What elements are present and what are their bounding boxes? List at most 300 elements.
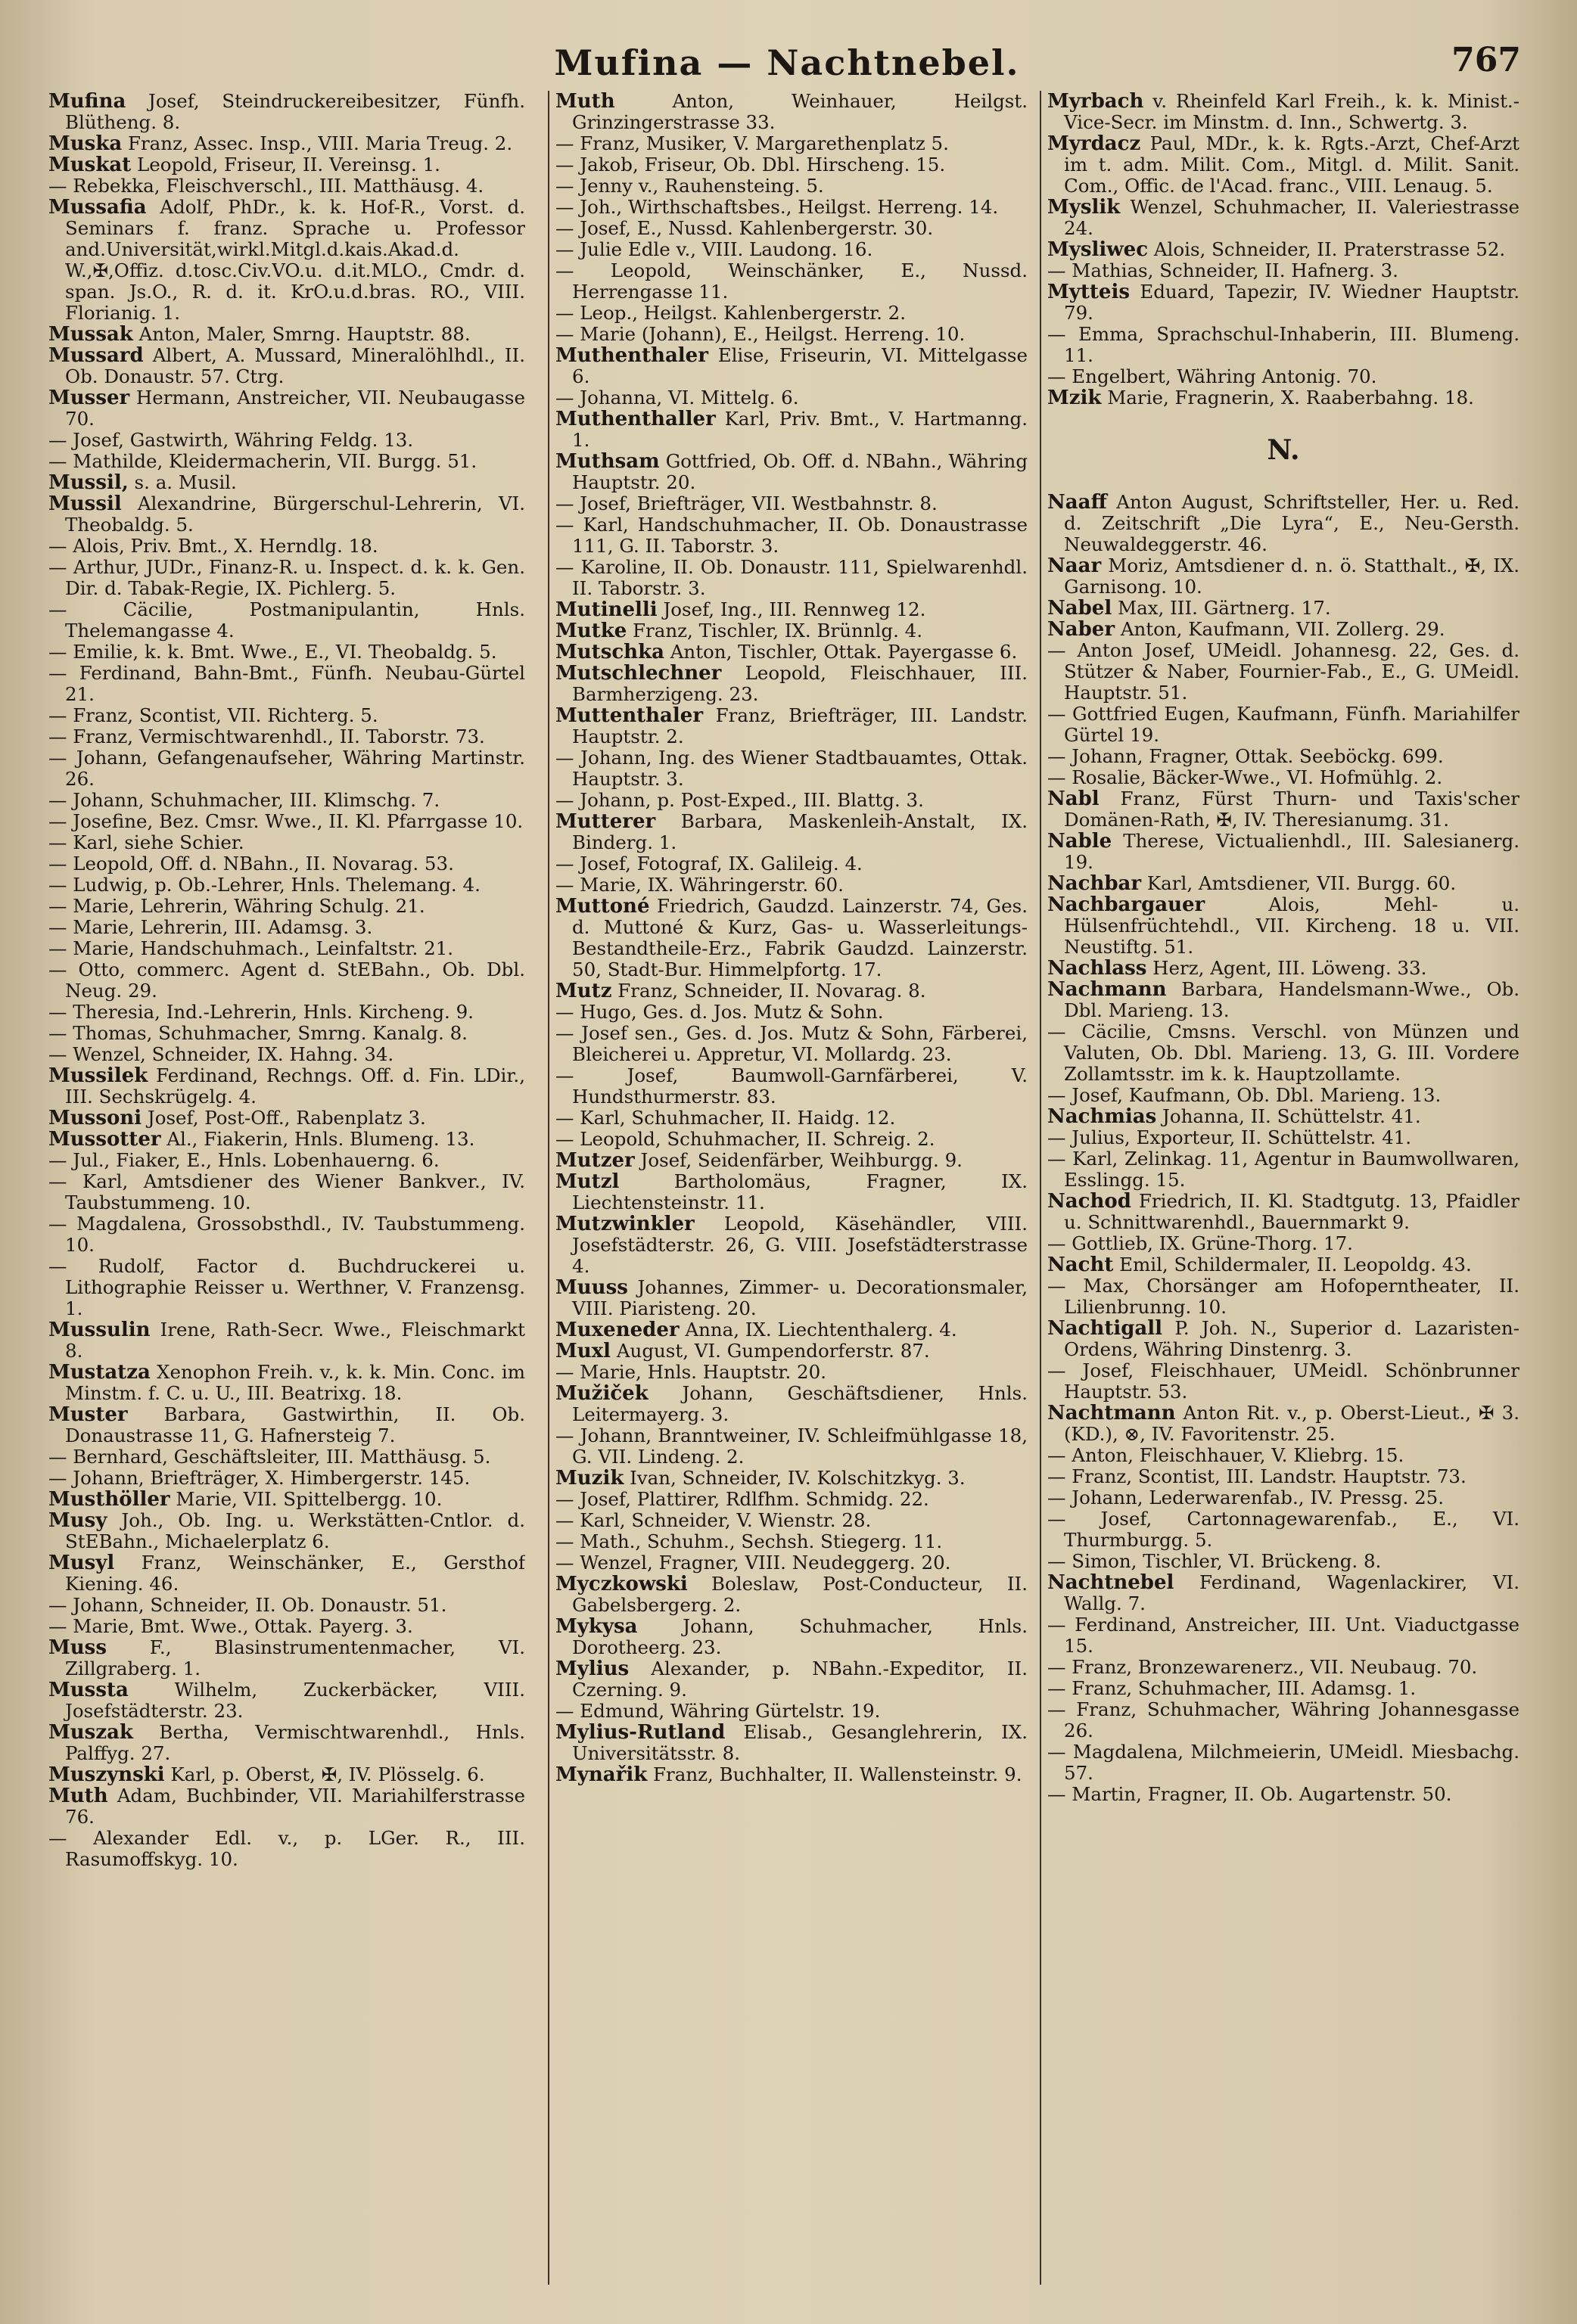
directory-entry — [555, 642, 1028, 663]
directory-entry — [555, 853, 1028, 875]
directory-entry — [48, 1616, 525, 1637]
directory-entry — [1047, 1487, 1519, 1508]
entry-details: Johann, Geschäftsdiener, Hnls. Leitermayerg. 3. — [572, 1382, 1028, 1425]
directory-entry — [1047, 788, 1519, 831]
entry-details: Bartholomäus, Fragner, IX. Liechtensteinstr. 11. — [572, 1170, 1028, 1213]
entry-details: — Josef sen., Ges. d. Jos. Mutz & Sohn, Färberei, Bleicherei u. Appretur, VI. Mollardg. 23. — [555, 1022, 1028, 1065]
entry-surname: Nacht — [1047, 1254, 1114, 1276]
entry-details: — Emma, Sprachschul-Inhaberin, III. Blumeng. 11. — [1047, 323, 1519, 366]
directory-entry — [48, 1446, 525, 1468]
entry-surname: Muth — [48, 1785, 108, 1807]
directory-entry — [555, 1552, 1028, 1574]
entry-details: Alexander, p. NBahn.-Expeditor, II. Czerning. 9. — [572, 1658, 1028, 1701]
entry-details: — Franz, Scontist, III. Landstr. Hauptstr. 73. — [1047, 1465, 1467, 1487]
entry-details: Adam, Buchbinder, VII. Mariahilferstrasse 76. — [65, 1785, 525, 1828]
directory-entry — [555, 1213, 1028, 1277]
directory-entry — [555, 1722, 1028, 1764]
entry-surname: Mussta — [48, 1679, 129, 1701]
entry-details: Emil, Schildermaler, II. Leopoldg. 43. — [1113, 1254, 1472, 1275]
directory-entry — [1047, 873, 1519, 894]
entry-surname: Muszynski — [48, 1763, 165, 1786]
directory-entry — [48, 387, 525, 430]
entry-surname: Mutke — [555, 620, 627, 642]
entry-details: Josef, Post-Off., Rabenplatz 3. — [142, 1107, 426, 1129]
entry-details: Xenophon Freih. v., k. k. Min. Conc. im Minstm. f. C. u. U., III. Beatrixg. 18. — [65, 1361, 525, 1404]
entry-details: Marie, VII. Spittelbergg. 10. — [170, 1488, 443, 1510]
directory-entry — [1047, 1403, 1519, 1445]
directory-entry — [1047, 1085, 1519, 1106]
directory-entry — [555, 557, 1028, 599]
entry-surname: Mutz — [555, 980, 612, 1002]
entry-details: Josef, Seidenfärber, Weihburgg. 9. — [634, 1149, 963, 1171]
entry-details: — Johann, Gefangenaufseher, Währing Martinstr. 26. — [48, 747, 525, 790]
entry-surname: Myczkowski — [555, 1573, 688, 1595]
entry-surname: Nachmias — [1047, 1105, 1157, 1128]
directory-entry — [48, 324, 525, 345]
entry-details: — Julius, Exporteur, II. Schüttelstr. 41. — [1047, 1126, 1412, 1148]
directory-entry — [555, 1277, 1028, 1319]
entry-details: Franz, Schneider, II. Novarag. 8. — [611, 980, 926, 1002]
page-header — [45, 38, 1529, 98]
directory-entry — [1047, 704, 1519, 746]
column-3 — [1040, 91, 1519, 2285]
entry-surname: Mutschlechner — [555, 662, 722, 685]
entry-details: Johann, Schuhmacher, Hnls. Dorotheerg. 23. — [572, 1615, 1028, 1658]
entry-details: — Julie Edle v., VIII. Laudong. 16. — [555, 238, 873, 260]
entry-surname: Nachtmann — [1047, 1402, 1176, 1425]
directory-entry — [48, 430, 525, 451]
directory-entry — [1047, 1657, 1519, 1678]
entry-details: Leopold, Käsehändler, VIII. Josefstädterstr. 26, G. VIII. Josefstädterstrasse 4. — [572, 1213, 1028, 1277]
entry-details: — Marie, Handschuhmach., Leinfaltstr. 21. — [48, 937, 454, 959]
directory-entry — [1047, 387, 1519, 409]
entry-surname: Mzik — [1047, 387, 1102, 409]
entry-surname: Mysliwec — [1047, 238, 1149, 261]
directory-entry — [48, 726, 525, 747]
entry-details: Elise, Friseurin, VI. Mittelgasse 6. — [572, 344, 1028, 387]
directory-entry — [1047, 91, 1519, 133]
entry-surname: Nachbargauer — [1047, 893, 1205, 916]
directory-entry — [555, 1171, 1028, 1213]
entry-surname: Mykysa — [555, 1615, 638, 1638]
entry-details: Anton, Weinhauer, Heilgst. Grinzingerstrasse 33. — [572, 91, 1028, 133]
entry-surname: Muxeneder — [555, 1319, 680, 1341]
directory-entry — [48, 1213, 525, 1256]
entry-details: — Josef, Baumwoll-Garnfärberei, V. Hundsthurmerstr. 83. — [555, 1064, 1028, 1108]
directory-entry — [1047, 197, 1519, 239]
entry-surname: Nable — [1047, 830, 1112, 853]
directory-entry — [48, 1002, 525, 1023]
entry-surname: Muster — [48, 1403, 128, 1426]
entry-surname: Muzik — [555, 1467, 624, 1490]
directory-entry — [1047, 1275, 1519, 1318]
entry-details: Franz, Tischler, IX. Brünnlg. 4. — [627, 620, 923, 642]
entry-details: Boleslaw, Post-Conducteur, II. Gabelsbergerg. 2. — [572, 1573, 1028, 1616]
entry-surname: Mynařik — [555, 1763, 648, 1786]
entry-details: — Arthur, JUDr., Finanz-R. u. Inspect. d. k. k. Gen. Dir. d. Tabak-Regie, IX. Pichlerg. 5. — [48, 556, 525, 599]
entry-details: Herz, Agent, III. Löweng. 33. — [1146, 957, 1427, 979]
entry-details: Wilhelm, Zuckerbäcker, VIII. Josefstädterstr. 23. — [65, 1679, 525, 1722]
entry-details: Paul, MDr., k. k. Rgts.-Arzt, Chef-Arzt im t. adm. Milit. Com., Mitgl. d. Milit. Sanit. Com., Offic. de l'Acad. franc., VIII. Lenaug. 5. — [1064, 132, 1519, 197]
directory-entry — [48, 557, 525, 599]
directory-entry — [1047, 1466, 1519, 1487]
directory-entry — [555, 133, 1028, 154]
directory-entry — [555, 1108, 1028, 1129]
entry-details: — Josefine, Bez. Cmsr. Wwe., II. Kl. Pfarrgasse 10. — [48, 810, 524, 832]
directory-entry — [48, 1319, 525, 1362]
directory-entry — [48, 1468, 525, 1489]
entry-details: — Josef, Plattirer, Rdlfhm. Schmidg. 22. — [555, 1488, 929, 1510]
entry-details: — Wenzel, Fragner, VIII. Neudeggerg. 20. — [555, 1552, 951, 1574]
directory-entry — [48, 896, 525, 917]
directory-entry — [555, 218, 1028, 239]
entry-details: P. Joh. N., Superior d. Lazaristen-Ordens, Währing Dinstenrg. 3. — [1064, 1317, 1519, 1360]
directory-entry — [1047, 979, 1519, 1021]
entry-details: Anna, IX. Liechtenthalerg. 4. — [679, 1319, 957, 1341]
directory-entry — [555, 705, 1028, 747]
entry-surname: Mutterer — [555, 810, 656, 833]
directory-entry — [48, 790, 525, 811]
entry-details: — Marie (Johann), E., Heilgst. Herreng. 10. — [555, 323, 966, 345]
entry-details: — Gottlieb, IX. Grüne-Thorg. 17. — [1047, 1232, 1353, 1254]
directory-entry — [555, 1065, 1028, 1108]
entry-details: — Magdalena, Milchmeierin, UMeidl. Miesbachg. 57. — [1047, 1741, 1519, 1784]
directory-entry — [555, 1362, 1028, 1383]
entry-surname: Mussak — [48, 323, 133, 346]
entry-surname: Mylius-Rutland — [555, 1721, 726, 1744]
directory-entry — [48, 1256, 525, 1319]
entry-details: — Max, Chorsänger am Hofoperntheater, II. Lilienbrunng. 10. — [1047, 1275, 1519, 1318]
entry-details: Therese, Victualienhdl., III. Salesianerg. 19. — [1064, 830, 1519, 873]
directory-columns — [48, 91, 1519, 2285]
directory-entry — [555, 345, 1028, 387]
entry-details: Ivan, Schneider, IV. Kolschitzkyg. 3. — [624, 1467, 966, 1489]
directory-entry — [48, 853, 525, 875]
directory-entry — [1047, 1254, 1519, 1275]
entry-details: — Karl, Handschuhmacher, II. Ob. Donaustrasse 111, G. II. Taborstr. 3. — [555, 514, 1028, 557]
directory-entry — [1047, 746, 1519, 767]
entry-surname: Nachtnebel — [1047, 1571, 1174, 1594]
entry-details: Wenzel, Schuhmacher, II. Valeriestrasse 24. — [1064, 196, 1519, 239]
entry-details: Anton, Kaufmann, VII. Zollerg. 29. — [1115, 618, 1445, 640]
entry-details: Albert, A. Mussard, Mineralöhlhdl., II. Ob. Donaustr. 57. Ctrg. — [65, 344, 525, 387]
section-letter: N. — [1267, 434, 1300, 466]
entry-details: Bertha, Vermischtwarenhdl., Hnls. Palffyg. 27. — [65, 1721, 525, 1764]
entry-details: — Johann, Schuhmacher, III. Klimschg. 7. — [48, 789, 440, 811]
entry-surname: Mutzwinkler — [555, 1213, 695, 1235]
entry-details: — Johanna, VI. Mittelg. 6. — [555, 387, 799, 409]
entry-details: Anton, Tischler, Ottak. Payergasse 6. — [664, 641, 1018, 663]
directory-entry — [48, 345, 525, 387]
entry-details: — Leopold, Schuhmacher, II. Schreig. 2. — [555, 1128, 935, 1150]
directory-entry — [555, 1616, 1028, 1658]
directory-entry — [555, 324, 1028, 345]
entry-details: — Hugo, Ges. d. Jos. Mutz & Sohn. — [555, 1001, 884, 1023]
directory-entry — [1047, 767, 1519, 788]
entry-details: Franz, Fürst Thurn- und Taxis'scher Domänen-Rath, ✠, IV. Theresianumg. 31. — [1064, 788, 1519, 831]
entry-details: — Mathilde, Kleidermacherin, VII. Burgg. 51. — [48, 450, 477, 472]
entry-details: — Franz, Bronzewarenerz., VII. Neubaug. 70. — [1047, 1656, 1478, 1678]
entry-details: — Karl, Zelinkag. 11, Agentur in Baumwollwaren, Esslingg. 15. — [1047, 1148, 1519, 1191]
directory-entry — [48, 472, 525, 493]
entry-details: — Cäcilie, Cmsns. Verschl. von Münzen und Valuten, Ob. Dbl. Marieng. 13, G. III. Vordere Zollamtsstr. im k. k. Hauptzollamte. — [1047, 1021, 1519, 1085]
entry-details: — Johann, Briefträger, X. Himbergerstr. 145. — [48, 1467, 471, 1489]
directory-entry — [555, 747, 1028, 790]
entry-details: — Rosalie, Bäcker-Wwe., VI. Hofmühlg. 2. — [1047, 766, 1443, 788]
entry-details: — Engelbert, Währing Antonig. 70. — [1047, 365, 1377, 387]
directory-entry — [48, 1065, 525, 1108]
entry-details: — Josef, Fotograf, IX. Galileig. 4. — [555, 853, 863, 875]
directory-entry — [48, 1637, 525, 1679]
directory-entry — [555, 663, 1028, 705]
entry-details: — Franz, Vermischtwarenhdl., II. Taborstr. 73. — [48, 725, 485, 747]
entry-details: — Karl, Amtsdiener des Wiener Bankver., IV. Taubstummeng. 10. — [48, 1170, 525, 1213]
directory-entry — [1047, 1191, 1519, 1233]
directory-entry — [555, 91, 1028, 133]
entry-details: v. Rheinfeld Karl Freih., k. k. Minist.-Vice-Secr. im Minstm. d. Inn., Schwertg. 3. — [1064, 91, 1519, 133]
entry-details: Eduard, Tapezir, IV. Wiedner Hauptstr. 79. — [1064, 281, 1519, 324]
directory-entry — [48, 642, 525, 663]
directory-entry — [555, 1150, 1028, 1171]
entry-details: Anton, Maler, Smrng. Hauptstr. 88. — [132, 323, 471, 345]
entry-surname: Mussilek — [48, 1064, 148, 1087]
directory-entry — [555, 514, 1028, 557]
directory-entry — [1047, 1741, 1519, 1784]
entry-details: — Marie, Bmt. Wwe., Ottak. Payerg. 3. — [48, 1615, 413, 1637]
directory-entry — [555, 1701, 1028, 1722]
directory-entry — [48, 1510, 525, 1552]
entry-surname: Myslik — [1047, 196, 1121, 219]
entry-surname: Mutschka — [555, 641, 664, 663]
directory-entry — [555, 980, 1028, 1002]
entry-surname: Mutzl — [555, 1170, 620, 1193]
directory-entry — [1047, 133, 1519, 197]
entry-surname: Mussil, — [48, 471, 129, 494]
entry-surname: Musser — [48, 387, 130, 409]
entry-details: — Magdalena, Grossobsthdl., IV. Taubstummeng. 10. — [48, 1213, 525, 1256]
entry-details: Friedrich, II. Kl. Stadtgutg. 13, Pfaidler u. Schnittwarenhdl., Bauernmarkt 9. — [1064, 1190, 1519, 1233]
directory-entry — [555, 1383, 1028, 1425]
entry-details: — Anton, Fleischhauer, V. Kliebrg. 15. — [1047, 1444, 1404, 1466]
entry-details: — Jakob, Friseur, Ob. Dbl. Hirscheng. 15. — [555, 154, 946, 176]
directory-entry — [1047, 1318, 1519, 1360]
entry-details: — Ludwig, p. Ob.-Lehrer, Hnls. Thelemang. 4. — [48, 874, 481, 896]
directory-entry — [1047, 1572, 1519, 1614]
directory-entry — [1047, 1233, 1519, 1254]
entry-details: — Franz, Schuhmacher, Währing Johannesgasse 26. — [1047, 1698, 1519, 1741]
directory-entry — [1047, 1614, 1519, 1657]
directory-entry — [48, 1595, 525, 1616]
directory-entry — [555, 260, 1028, 303]
directory-entry — [48, 1129, 525, 1150]
directory-entry — [48, 599, 525, 642]
directory-entry — [48, 1108, 525, 1129]
entry-surname: Muxl — [555, 1340, 611, 1362]
directory-entry — [48, 197, 525, 324]
column-2 — [548, 91, 1028, 2285]
entry-details: — Theresia, Ind.-Lehrerin, Hnls. Kircheng. 9. — [48, 1001, 474, 1023]
entry-details: — Johann, Schneider, II. Ob. Donaustr. 51. — [48, 1594, 447, 1616]
directory-entry — [1047, 1508, 1519, 1551]
entry-details: Franz, Assec. Insp., VIII. Maria Treug. 2. — [122, 132, 513, 154]
entry-details: Elisab., Gesanglehrerin, IX. Universitätsstr. 8. — [572, 1721, 1028, 1764]
entry-details: — Josef, E., Nussd. Kahlenbergerstr. 30. — [555, 217, 934, 239]
directory-entry — [555, 1341, 1028, 1362]
entry-surname: Musthöller — [48, 1488, 170, 1511]
entry-details: — Wenzel, Schneider, IX. Hahng. 34. — [48, 1043, 394, 1065]
entry-details: Joh., Ob. Ing. u. Werkstätten-Cntlor. d. StEBahn., Michaelerplatz 6. — [65, 1509, 525, 1552]
entry-details: — Josef, Fleischhauer, UMeidl. Schönbrunner Hauptstr. 53. — [1047, 1359, 1519, 1403]
entry-surname: Nabel — [1047, 597, 1112, 620]
entry-details: Leopold, Fleischhauer, III. Barmherzigeng. 23. — [572, 662, 1028, 705]
entry-details: Josef, Ing., III. Rennweg 12. — [657, 598, 926, 620]
entry-surname: Muthenthaler — [555, 344, 708, 367]
entry-surname: Nachod — [1047, 1190, 1131, 1213]
directory-entry — [48, 1785, 525, 1828]
column-1 — [48, 91, 525, 2285]
directory-entry — [555, 451, 1028, 493]
directory-entry — [1047, 1445, 1519, 1466]
directory-entry — [48, 1404, 525, 1446]
directory-entry — [48, 493, 525, 536]
entry-details: Ferdinand, Wagenlackirer, VI. Wallg. 7. — [1064, 1571, 1519, 1614]
entry-details: Franz, Briefträger, III. Landstr. Hauptstr. 2. — [572, 704, 1028, 747]
entry-surname: Mužiček — [555, 1382, 649, 1405]
entry-details: — Karl, Schuhmacher, II. Haidg. 12. — [555, 1107, 896, 1129]
directory-entry — [48, 1764, 525, 1785]
directory-entry — [48, 663, 525, 705]
entry-details: — Franz, Scontist, VII. Richterg. 5. — [48, 704, 378, 726]
directory-entry — [48, 1150, 525, 1171]
entry-details: — Jenny v., Rauhensteing. 5. — [555, 175, 824, 197]
directory-entry — [555, 1531, 1028, 1552]
directory-entry — [48, 938, 525, 959]
entry-details: — Johann, p. Post-Exped., III. Blattg. 3. — [555, 789, 924, 811]
directory-entry — [1047, 260, 1519, 281]
directory-entry — [555, 239, 1028, 260]
entry-details: Max, III. Gärtnerg. 17. — [1112, 597, 1331, 619]
entry-surname: Muuss — [555, 1276, 628, 1299]
entry-details: — Josef, Kaufmann, Ob. Dbl. Marieng. 13. — [1047, 1084, 1442, 1106]
entry-details: Barbara, Maskenleih-Anstalt, IX. Binderg. 1. — [572, 810, 1028, 853]
directory-entry — [1047, 640, 1519, 704]
directory-entry — [555, 896, 1028, 980]
entry-details: — Marie, Hnls. Hauptstr. 20. — [555, 1361, 826, 1383]
directory-entry — [48, 959, 525, 1002]
entry-surname: Nabl — [1047, 788, 1100, 810]
entry-details: Ferdinand, Rechngs. Off. d. Fin. LDir., III. Sechskrügelg. 4. — [65, 1064, 525, 1108]
directory-entry — [555, 1574, 1028, 1616]
directory-entry — [555, 599, 1028, 620]
entry-details: — Simon, Tischler, VI. Brückeng. 8. — [1047, 1550, 1382, 1572]
directory-entry — [1047, 1551, 1519, 1572]
entry-details: Johannes, Zimmer- u. Decorationsmaler, VIII. Piaristeng. 20. — [572, 1276, 1028, 1319]
entry-surname: Myrdacz — [1047, 132, 1141, 155]
entry-details: Karl, p. Oberst, ✠, IV. Plösselg. 6. — [164, 1763, 485, 1785]
directory-entry — [555, 1319, 1028, 1341]
directory-entry — [555, 1425, 1028, 1468]
directory-entry — [48, 917, 525, 938]
entry-details: Alois, Schneider, II. Praterstrasse 52. — [1148, 238, 1506, 260]
entry-details: — Josef, Cartonnagewarenfab., E., VI. Thurmburgg. 5. — [1047, 1508, 1519, 1551]
directory-entry — [48, 154, 525, 176]
directory-entry — [555, 620, 1028, 642]
directory-entry — [48, 811, 525, 832]
entry-details: — Joh., Wirthschaftsbes., Heilgst. Herreng. 14. — [555, 196, 999, 218]
entry-details: Alois, Mehl- u. Hülsenfrüchtehdl., VII. Kircheng. 18 u. VII. Neustiftg. 51. — [1064, 893, 1519, 958]
entry-details: Anton August, Schriftsteller, Her. u. Red. d. Zeitschrift „Die Lyra“, E., Neu-Gersth. Neuwaldeggerstr. 46. — [1064, 491, 1519, 555]
entry-details: — Rebekka, Fleischverschl., III. Matthäusg. 4. — [48, 175, 484, 197]
entry-surname: Muss — [48, 1636, 107, 1659]
directory-entry — [1047, 492, 1519, 555]
directory-entry — [48, 1722, 525, 1764]
entry-details: F., Blasinstrumentenmacher, VI. Zillgraberg. 1. — [65, 1636, 525, 1679]
entry-details: Franz, Weinschänker, E., Gersthof Kiening. 46. — [65, 1552, 525, 1595]
entry-surname: Nachlass — [1047, 957, 1147, 980]
entry-details: — Otto, commerc. Agent d. StEBahn., Ob. Dbl. Neug. 29. — [48, 958, 525, 1002]
directory-entry — [555, 811, 1028, 853]
directory-entry — [1047, 1360, 1519, 1403]
entry-surname: Mussafia — [48, 196, 147, 219]
entry-details: Anton Rit. v., p. Oberst-Lieut., ✠ 3. (KD.), ⊗, IV. Favoritenstr. 25. — [1064, 1402, 1519, 1445]
directory-entry — [1047, 619, 1519, 640]
entry-details: — Gottfried Eugen, Kaufmann, Fünfh. Mariahilfer Gürtel 19. — [1047, 703, 1519, 746]
entry-details: — Marie, Lehrerin, III. Adamsg. 3. — [48, 916, 373, 938]
entry-details: — Johann, Ing. des Wiener Stadtbauamtes, Ottak. Hauptstr. 3. — [555, 747, 1028, 790]
directory-entry — [48, 1171, 525, 1213]
entry-details: Karl, Amtsdiener, VII. Burgg. 60. — [1141, 872, 1457, 894]
entry-details: — Jul., Fiaker, E., Hnls. Lobenhauerng. 6. — [48, 1149, 440, 1171]
entry-details: — Martin, Fragner, II. Ob. Augartenstr. 50. — [1047, 1783, 1452, 1805]
entry-surname: Muttoné — [555, 895, 650, 918]
entry-details: — Josef, Gastwirth, Währing Feldg. 13. — [48, 429, 414, 451]
directory-entry — [1047, 1699, 1519, 1741]
directory-entry — [48, 91, 525, 133]
directory-entry — [48, 536, 525, 557]
entry-details: — Alois, Priv. Bmt., X. Herndlg. 18. — [48, 535, 378, 557]
entry-details: Karl, Priv. Bmt., V. Hartmanng. 1. — [572, 408, 1028, 451]
entry-surname: Mylius — [555, 1658, 630, 1680]
entry-details: — Franz, Schuhmacher, III. Adamsg. 1. — [1047, 1677, 1417, 1699]
entry-details: — Johann, Fragner, Ottak. Seeböckg. 699. — [1047, 745, 1444, 767]
directory-entry — [1047, 281, 1519, 324]
entry-details: — Leopold, Off. d. NBahn., II. Novarag. 53. — [48, 853, 454, 875]
entry-details: Josef, Steindruckereibesitzer, Fünfh. Blütheng. 8. — [65, 91, 525, 133]
entry-details: — Leopold, Weinschänker, E., Nussd. Herrengasse 11. — [555, 259, 1028, 303]
entry-details: — Marie, Lehrerin, Währing Schulg. 21. — [48, 895, 425, 917]
directory-entry — [1047, 1784, 1519, 1805]
entry-surname: Mytteis — [1047, 281, 1130, 303]
directory-entry — [48, 451, 525, 472]
directory-entry — [1047, 831, 1519, 873]
entry-details: Moriz, Amtsdiener d. n. ö. Statthalt., ✠, IX. Garnisong. 10. — [1064, 555, 1519, 598]
directory-entry — [1047, 239, 1519, 260]
entry-details: — Math., Schuhm., Sechsh. Stiegerg. 11. — [555, 1530, 943, 1552]
entry-details: — Johann, Lederwarenfab., IV. Pressg. 25. — [1047, 1487, 1445, 1508]
directory-entry — [555, 1129, 1028, 1150]
entry-details: Barbara, Handelsmann-Wwe., Ob. Dbl. Marieng. 13. — [1064, 978, 1519, 1021]
entry-surname: Muttenthaler — [555, 704, 704, 727]
entry-surname: Mussil — [48, 492, 122, 515]
directory-entry — [48, 133, 525, 154]
page-number: 767 — [1451, 41, 1521, 79]
entry-surname: Mussard — [48, 344, 144, 367]
directory-entry — [555, 1764, 1028, 1785]
directory-entry — [1047, 598, 1519, 619]
entry-surname: Nachtigall — [1047, 1317, 1163, 1340]
entry-surname: Myrbach — [1047, 91, 1144, 113]
entry-details: Johanna, II. Schüttelstr. 41. — [1156, 1105, 1421, 1127]
